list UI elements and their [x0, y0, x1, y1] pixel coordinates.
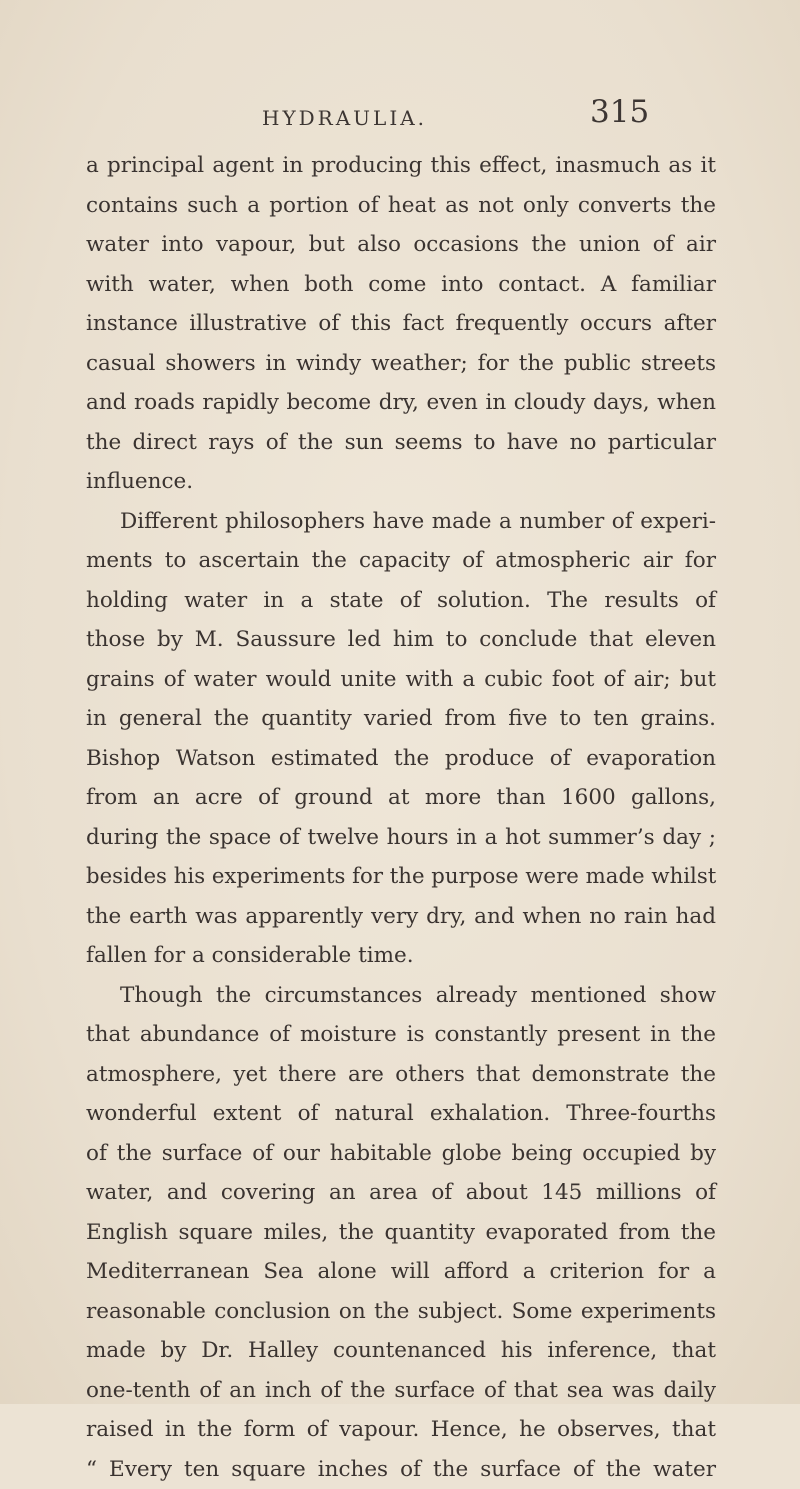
- paragraph-2: [86, 502, 716, 976]
- text-line: water into vapour, but also occasions the union of air: [86, 225, 716, 265]
- running-head-title: HYDRAULIA.: [262, 106, 427, 130]
- text-line: made by Dr. Halley countenanced his inference, that: [86, 1331, 716, 1371]
- text-line: the earth was apparently very dry, and when no rain had: [86, 897, 716, 937]
- text-line: casual showers in windy weather; for the public streets: [86, 344, 716, 384]
- text-line: fallen for a considerable time.: [86, 936, 716, 976]
- paragraph-3: [86, 976, 716, 1489]
- text-line: instance illustrative of this fact frequently occurs after: [86, 304, 716, 344]
- paragraph-1: [86, 146, 716, 502]
- running-head: [0, 98, 800, 138]
- text-line: of the surface of our habitable globe being occupied by: [86, 1134, 716, 1174]
- text-line: during the space of twelve hours in a hot summer’s day ;: [86, 818, 716, 858]
- text-line: one-tenth of an inch of the surface of that sea was daily: [86, 1371, 716, 1411]
- text-line: Mediterranean Sea alone will afford a criterion for a: [86, 1252, 716, 1292]
- text-line: Bishop Watson estimated the produce of evaporation: [86, 739, 716, 779]
- text-line: a principal agent in producing this effect, inasmuch as it: [86, 146, 716, 186]
- text-line: influence.: [86, 462, 716, 502]
- text-line: reasonable conclusion on the subject. Some experiments: [86, 1292, 716, 1332]
- text-line: and roads rapidly become dry, even in cloudy days, when: [86, 383, 716, 423]
- text-line: ments to ascertain the capacity of atmospheric air for: [86, 541, 716, 581]
- text-line: Different philosophers have made a number of experi-: [86, 502, 716, 542]
- text-line: that abundance of moisture is constantly present in the: [86, 1015, 716, 1055]
- text-line: besides his experiments for the purpose were made whilst: [86, 857, 716, 897]
- text-line: the direct rays of the sun seems to have no particular: [86, 423, 716, 463]
- text-line: in general the quantity varied from five to ten grains.: [86, 699, 716, 739]
- text-line: raised in the form of vapour. Hence, he observes, that: [86, 1410, 716, 1450]
- text-line: atmosphere, yet there are others that demonstrate the: [86, 1055, 716, 1095]
- text-line: from an acre of ground at more than 1600 gallons,: [86, 778, 716, 818]
- page-number: 315: [590, 94, 649, 130]
- text-line: those by M. Saussure led him to conclude that eleven: [86, 620, 716, 660]
- text-line: English square miles, the quantity evaporated from the: [86, 1213, 716, 1253]
- text-line: water, and covering an area of about 145 millions of: [86, 1173, 716, 1213]
- text-line: wonderful extent of natural exhalation. Three-fourths: [86, 1094, 716, 1134]
- text-line: Though the circumstances already mentioned show: [86, 976, 716, 1016]
- text-line: holding water in a state of solution. The results of: [86, 581, 716, 621]
- text-body: [86, 146, 716, 1489]
- text-line: grains of water would unite with a cubic foot of air; but: [86, 660, 716, 700]
- text-line: “ Every ten square inches of the surface of the water: [86, 1450, 716, 1489]
- text-line: contains such a portion of heat as not only converts the: [86, 186, 716, 226]
- text-line: with water, when both come into contact. A familiar: [86, 265, 716, 305]
